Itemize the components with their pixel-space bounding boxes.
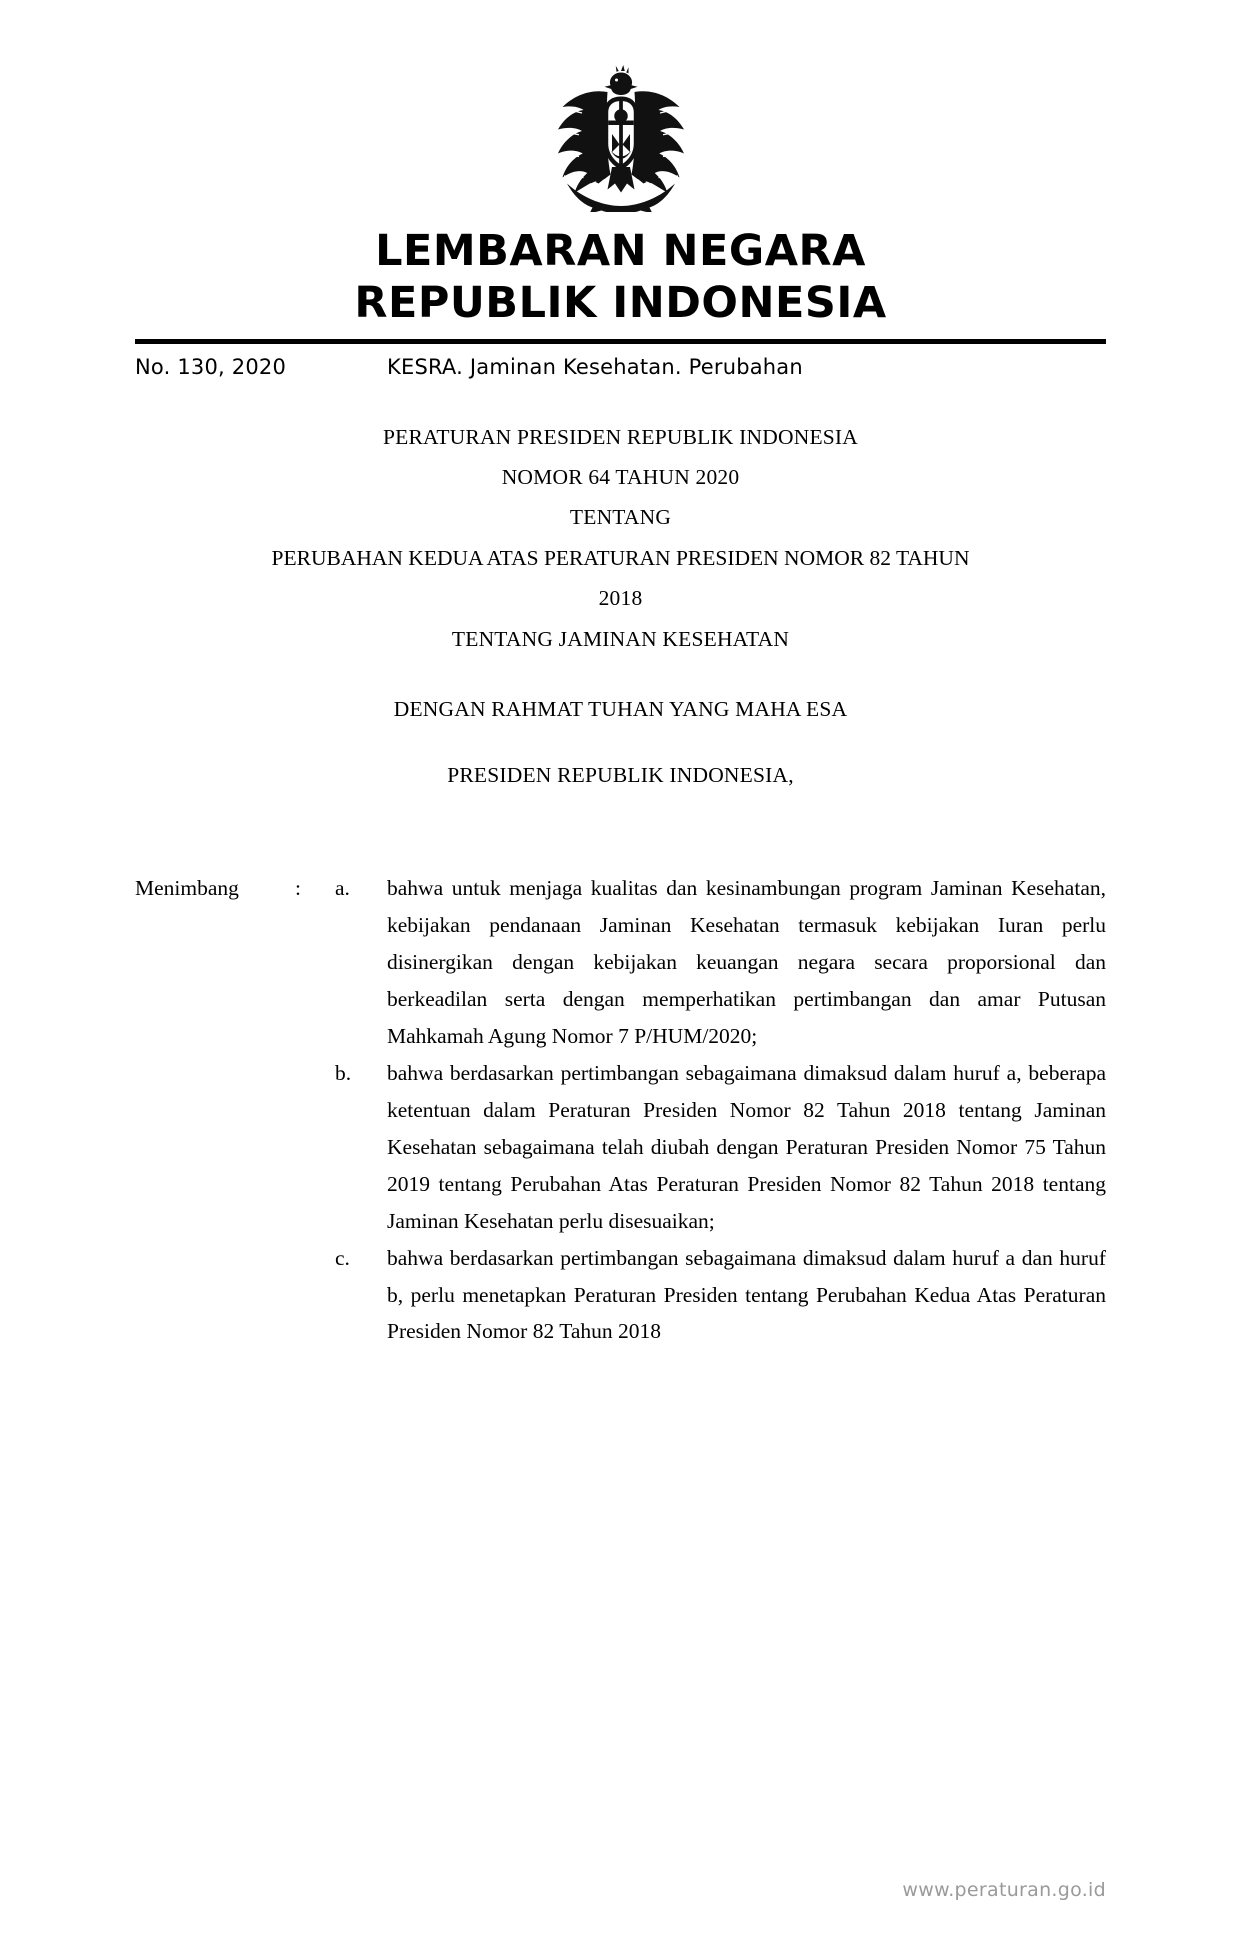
title-line-1: PERATURAN PRESIDEN REPUBLIK INDONESIA (382, 424, 859, 449)
title-line-2: NOMOR 64 TAHUN 2020 (501, 465, 740, 489)
garuda-pancasila-emblem (546, 62, 696, 212)
considering-item (135, 870, 1106, 1055)
masthead-line-2: REPUBLIK INDONESIA (354, 278, 887, 329)
considering-item (135, 1055, 1106, 1240)
title-spacer-1 (135, 659, 1106, 689)
considering-item-letter: a. (335, 875, 350, 900)
considering-colon: : (295, 875, 301, 900)
title-line-4: PERUBAHAN KEDUA ATAS PERATURAN PRESIDEN NOMOR 82 TAHUN (271, 545, 970, 570)
considering-item (135, 1240, 1106, 1351)
issue-subject: KESRA. Jaminan Kesehatan. Perubahan (387, 354, 803, 379)
title-line-6: TENTANG JAMINAN KESEHATAN (451, 626, 790, 651)
title-line-7: DENGAN RAHMAT TUHAN YANG MAHA ESA (393, 697, 848, 722)
considering-label: Menimbang (135, 875, 239, 900)
header-divider (135, 339, 1106, 344)
considering-item-letter: c. (335, 1245, 350, 1270)
title-line-5: 2018 (598, 586, 643, 611)
considering-item-letter: b. (335, 1060, 352, 1085)
masthead-line-1: LEMBARAN NEGARA (375, 226, 866, 276)
masthead (135, 226, 1106, 329)
considering-section (135, 870, 1106, 1351)
issue-line (135, 355, 1106, 379)
title-block (135, 417, 1106, 796)
footer-watermark: www.peraturan.go.id (902, 1879, 1106, 1901)
considering-item-text: bahwa berdasarkan pertimbangan sebagaimana dimaksud dalam huruf a dan huruf b, perlu menetapkan Peraturan Presiden tentang Perubahan Kedua Atas Peraturan Presiden Nomor 82 Tahun 2018 (387, 1245, 1106, 1344)
title-line-3: TENTANG (569, 505, 672, 530)
considering-item-text: bahwa berdasarkan pertimbangan sebagaimana dimaksud dalam huruf a, beberapa ketentuan dalam Peraturan Presiden Nomor 82 Tahun 2018 tentang Jaminan Kesehatan sebagaimana telah diubah dengan Peraturan Presiden Nomor 75 Tahun 2019 tentang Perubahan Atas Peraturan Presiden Nomor 82 Tahun 2018 tentang Jaminan Kesehatan perlu disesuaikan; (387, 1060, 1106, 1233)
title-line-8: PRESIDEN REPUBLIK INDONESIA, (447, 763, 794, 788)
emblem-container (135, 0, 1106, 212)
considering-item-text: bahwa untuk menjaga kualitas dan kesinambungan program Jaminan Kesehatan, kebijakan pendanaan Jaminan Kesehatan termasuk kebijakan Iuran perlu disinergikan dengan kebijakan keuangan negara secara proporsional dan berkeadilan serta dengan memperhatikan pertimbangan dan amar Putusan Mahkamah Agung Nomor 7 P/HUM/2020; (387, 875, 1106, 1048)
issue-number: No. 130, 2020 (135, 354, 287, 379)
title-spacer-2 (135, 729, 1106, 755)
